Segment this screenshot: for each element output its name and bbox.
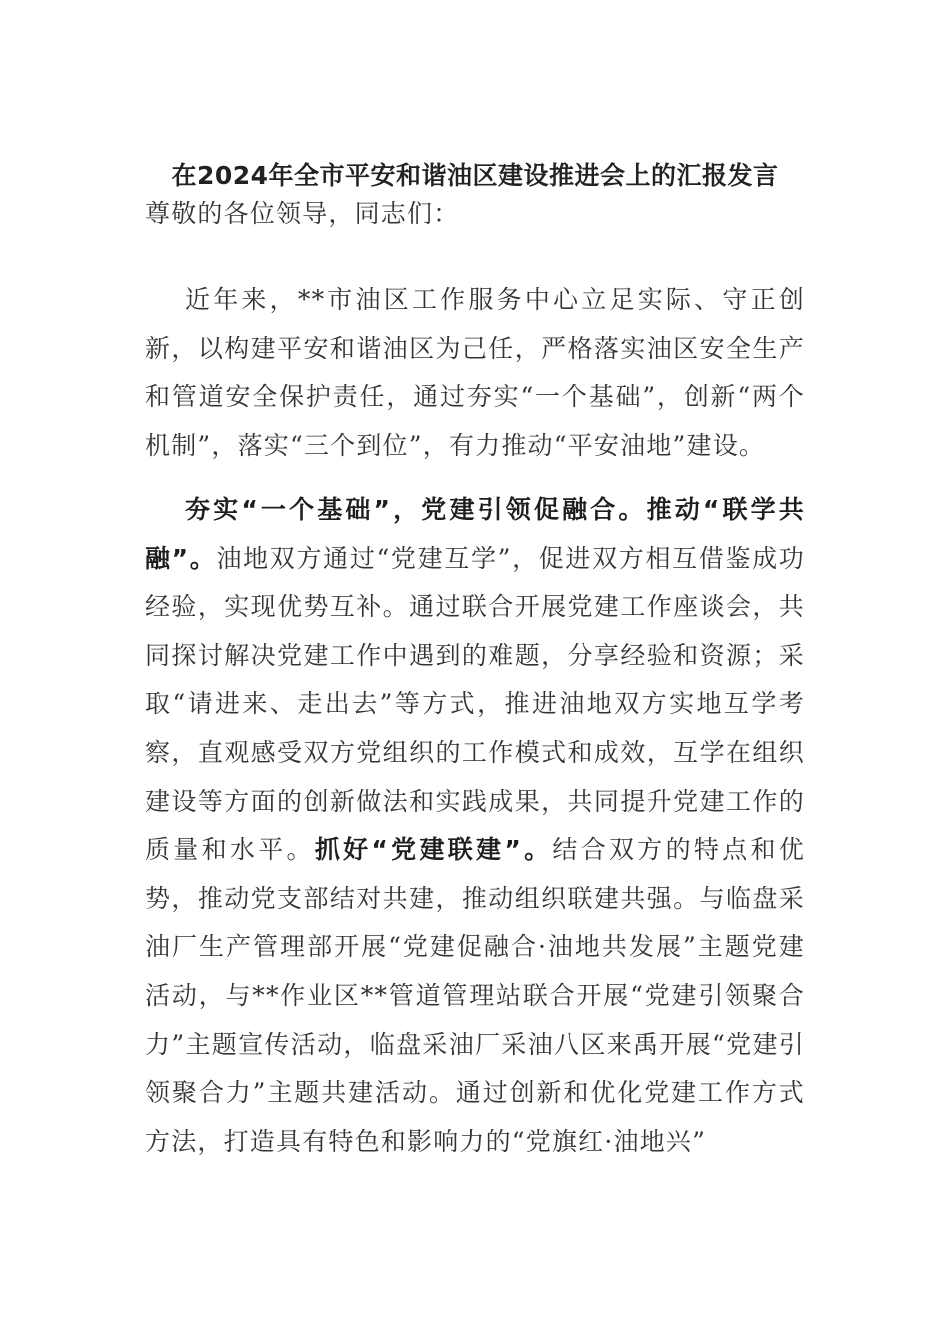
- subsection-heading-2: 抓好“党建联建”。: [314, 835, 553, 865]
- subsection-text-1: 油地双方通过“党建互学”，促进双方相互借鉴成功经验，实现优势互补。通过联合开展党建工作座谈会，共同探讨解决党建工作中遇到的难题，分享经验和资源；采取“请进来、走出去”等方式，推进油地双方实地互学考察，直观感受双方党组织的工作模式和成效，互学在组织建设等方面的创新做法和实践成果，共同提升党建工作的质量和水平。: [145, 543, 805, 865]
- section-heading: 夯实“一个基础”，党建引领促融合。: [185, 495, 647, 524]
- subsection-text-2: 结合双方的特点和优势，推动党支部结对共建，推动组织联建共强。与临盘采油厂生产管理部开展“党建促融合·油地共发展”主题党建活动，与**作业区**管道管理站联合开展“党建引领聚合力”主题宣传活动，临盘采油厂采油八区来禹开展“党建引领聚合力”主题共建活动。通过创新和优化党建工作方式方法，打造具有特色和影响力的“党旗红·油地兴”: [145, 835, 805, 1156]
- section-paragraph: [145, 486, 805, 1166]
- salutation: 尊敬的各位领导，同志们：: [145, 199, 460, 228]
- subsection-heading-1: 推动“联学共融”。: [145, 495, 805, 573]
- intro-paragraph: 近年来，**市油区工作服务中心立足实际、守正创新，以构建平安和谐油区为己任，严格落实油区安全生产和管道安全保护责任，通过夯实“一个基础”，创新“两个机制”，落实“三个到位”，有力推动“平安油地”建设。: [145, 285, 805, 460]
- document-title: 在2024年全市平安和谐油区建设推进会上的汇报发言: [171, 161, 779, 190]
